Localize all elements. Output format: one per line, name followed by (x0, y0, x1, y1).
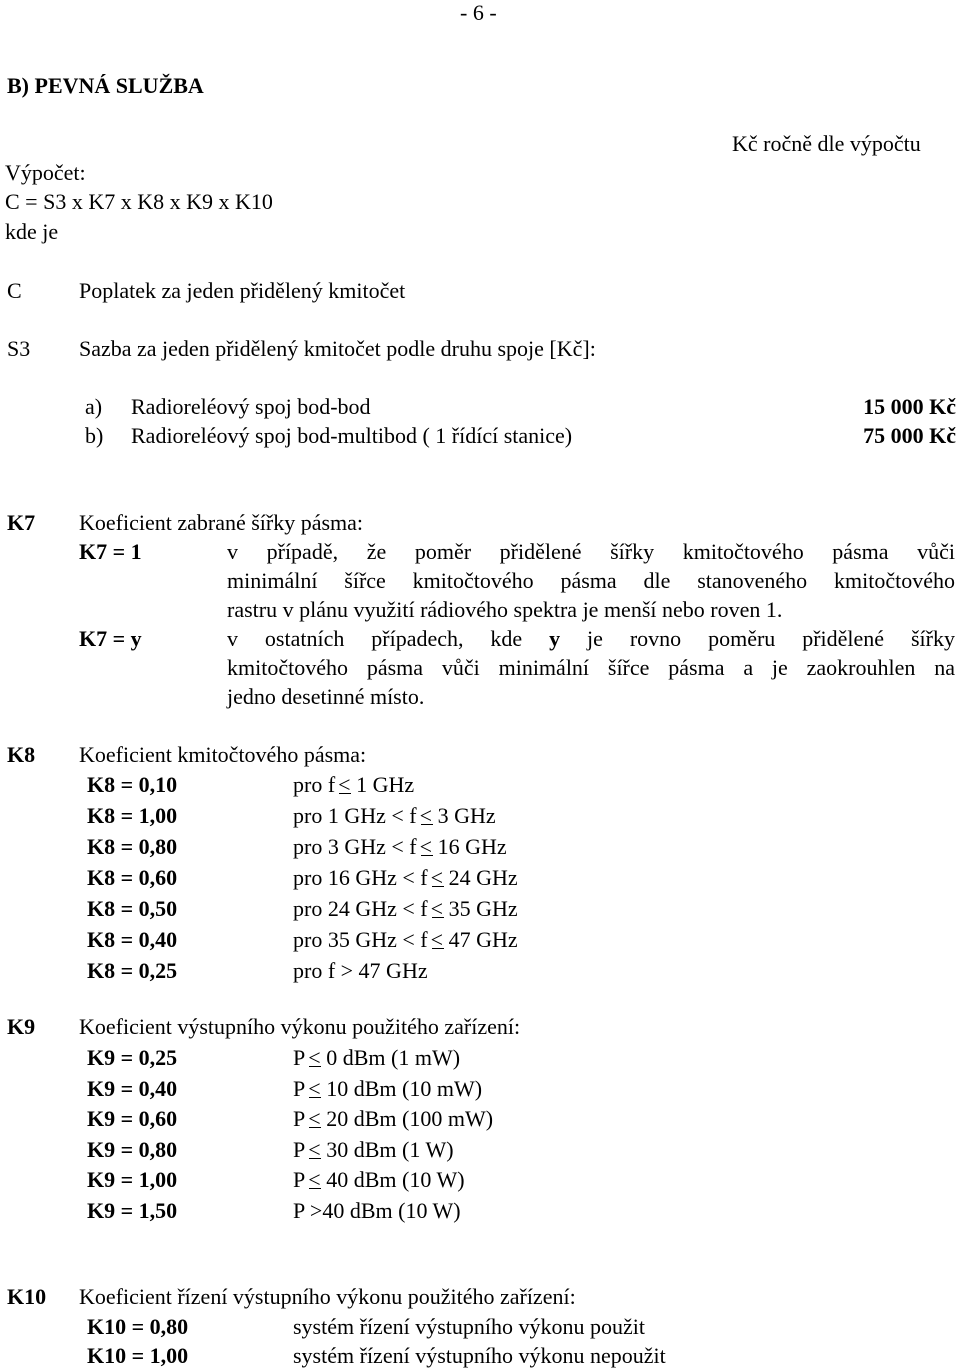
k8-row-label: K8 = 0,50 (87, 896, 178, 921)
k9-condition-prefix: P (293, 1136, 306, 1162)
k7-label-prefix: K7 = (79, 626, 131, 651)
k9-title: Koeficient výstupního výkonu použitého zařízení: (79, 1014, 521, 1039)
k9-row-label: K9 = 0,40 (87, 1075, 178, 1101)
k9-row-condition (293, 1167, 465, 1193)
k8-condition-suffix: 35 GHz (448, 896, 518, 921)
s3-desc: Sazba za jeden přidělený kmitočet podle druhu spoje [Kč]: (79, 336, 596, 361)
s3-item-label: Radioreléový spoj bod-multibod ( 1 řídící stanice) (131, 423, 573, 448)
k7-row-text: v případě, že poměr přidělené šířky kmitočtového pásma vůči (227, 539, 955, 564)
k8-row-label: K8 = 0,60 (87, 865, 178, 890)
k8-row-condition (293, 834, 507, 860)
k9-row-condition (293, 1045, 460, 1071)
k7-title: Koeficient zabrané šířky pásma: (79, 510, 364, 535)
less-or-equal-icon (308, 1167, 323, 1193)
k9-condition-prefix: P (293, 1167, 306, 1192)
section-title: B) PEVNÁ SLUŽBA (7, 73, 204, 98)
k8-row-condition (293, 772, 414, 798)
k9-row-label: K9 = 0,80 (87, 1136, 178, 1162)
k9-condition-prefix: P >40 dBm (10 W) (293, 1197, 461, 1223)
k8-condition-suffix: 1 GHz (356, 772, 415, 797)
k7-text-variable: y (549, 626, 561, 651)
page-number: - 6 - (460, 0, 497, 25)
k8-row-label: K8 = 0,40 (87, 927, 178, 952)
k8-condition-prefix: pro 1 GHz < f (293, 803, 417, 828)
k8-code: K8 (7, 742, 36, 767)
unit-note: Kč ročně dle výpočtu (732, 131, 921, 156)
k10-row-desc: systém řízení výstupního výkonu nepoužit (293, 1343, 666, 1368)
k9-row-label: K9 = 0,25 (87, 1045, 178, 1070)
k7-row-text: minimální šířce kmitočtového pásma dle stanoveného kmitočtového (227, 568, 955, 593)
c-code: C (7, 278, 22, 303)
k8-condition-suffix: 3 GHz (437, 803, 496, 828)
k9-condition-prefix: P (293, 1045, 306, 1070)
k7-row-text: rastru v plánu využití rádiového spektra je menší nebo roven 1. (227, 597, 783, 622)
k8-condition-prefix: pro 35 GHz < f (293, 927, 428, 952)
k10-row-label: K10 = 0,80 (87, 1314, 189, 1339)
s3-item-price: 15 000 Kč (863, 394, 956, 419)
s3-code: S3 (7, 336, 31, 361)
k8-condition-prefix: pro 16 GHz < f (293, 865, 428, 890)
k9-condition-suffix: 10 dBm (10 mW) (326, 1075, 483, 1101)
k7-code: K7 (7, 510, 36, 535)
k8-row-condition (293, 927, 518, 953)
less-or-equal-icon (308, 1076, 323, 1102)
c-desc: Poplatek za jeden přidělený kmitočet (79, 278, 406, 303)
k8-row-label: K8 = 0,80 (87, 834, 178, 859)
k8-condition-suffix: 24 GHz (448, 865, 518, 890)
k8-condition-prefix: pro f > 47 GHz (293, 958, 428, 983)
less-or-equal-icon (420, 834, 435, 860)
k7-row-text: jedno desetinné místo. (227, 684, 425, 709)
k8-title: Koeficient kmitočtového pásma: (79, 742, 367, 767)
k9-condition-prefix: P (293, 1106, 306, 1131)
less-or-equal-icon (308, 1106, 323, 1132)
s3-item-label: Radioreléový spoj bod-bod (131, 394, 371, 419)
k7-text-prefix: v ostatních případech, kde (227, 626, 550, 651)
k8-row-label: K8 = 1,00 (87, 803, 178, 828)
s3-item-letter: b) (85, 423, 104, 448)
less-or-equal-icon (308, 1045, 323, 1071)
calc-where: kde je (5, 219, 59, 244)
k9-row-condition (293, 1106, 493, 1132)
k7-text-suffix: je rovno poměru přidělené šířky (560, 626, 955, 651)
s3-item-letter: a) (85, 394, 103, 419)
k8-condition-prefix: pro 24 GHz < f (293, 896, 428, 921)
k7-row-label (79, 626, 142, 652)
k8-row-label: K8 = 0,25 (87, 958, 178, 983)
k7-row-label: K7 = 1 (79, 539, 142, 564)
k7-row-text: kmitočtového pásma vůči minimální šířce pásma a je zaokrouhlen na (227, 655, 955, 680)
less-or-equal-icon (431, 896, 446, 922)
k7-row-text (227, 626, 955, 652)
k8-condition-suffix: 47 GHz (448, 927, 518, 952)
k8-row-condition (293, 958, 428, 984)
k10-row-desc: systém řízení výstupního výkonu použit (293, 1314, 645, 1339)
k9-code: K9 (7, 1014, 36, 1039)
less-or-equal-icon (431, 865, 446, 891)
k9-condition-suffix: 40 dBm (10 W) (326, 1167, 465, 1192)
k8-condition-prefix: pro f (293, 772, 336, 797)
k9-condition-suffix: 0 dBm (1 mW) (326, 1045, 461, 1070)
k10-code: K10 (7, 1284, 47, 1309)
less-or-equal-icon (431, 927, 446, 953)
s3-item-price: 75 000 Kč (863, 423, 956, 448)
k8-row-condition (293, 896, 518, 922)
less-or-equal-icon (420, 803, 435, 829)
k9-row-label: K9 = 1,00 (87, 1167, 178, 1192)
less-or-equal-icon (338, 772, 353, 798)
k7-label-variable: y (130, 626, 142, 651)
k9-condition-suffix: 20 dBm (100 mW) (326, 1106, 494, 1131)
k10-title: Koeficient řízení výstupního výkonu použitého zařízení: (79, 1284, 576, 1309)
k9-row-condition (293, 1137, 454, 1163)
k9-row-label: K9 = 0,60 (87, 1106, 178, 1131)
k8-condition-prefix: pro 3 GHz < f (293, 834, 417, 859)
k9-row-condition (293, 1076, 482, 1102)
k9-row-label: K9 = 1,50 (87, 1197, 178, 1223)
k8-condition-suffix: 16 GHz (437, 834, 507, 859)
k8-row-label: K8 = 0,10 (87, 772, 178, 797)
k9-condition-suffix: 30 dBm (1 W) (326, 1136, 454, 1162)
k8-row-condition (293, 865, 518, 891)
calc-label: Výpočet: (5, 160, 86, 185)
less-or-equal-icon (308, 1137, 323, 1163)
k9-row-condition (293, 1198, 461, 1224)
k10-row-label: K10 = 1,00 (87, 1343, 189, 1368)
k9-condition-prefix: P (293, 1075, 306, 1101)
k8-row-condition (293, 803, 496, 829)
calc-formula: C = S3 x K7 x K8 x K9 x K10 (5, 189, 273, 214)
